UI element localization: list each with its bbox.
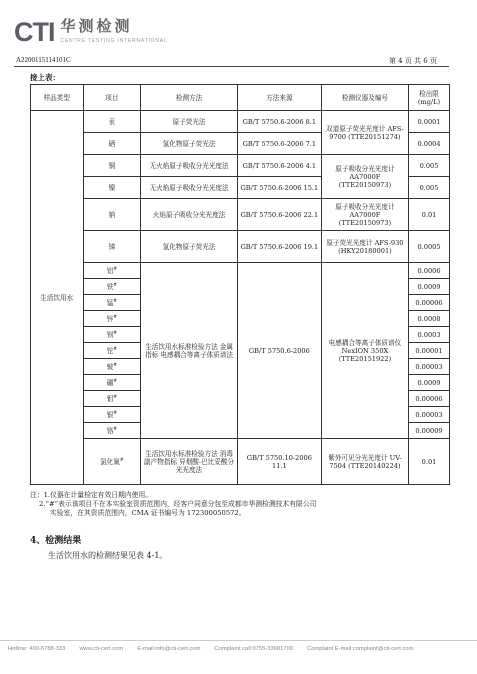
header-item: 项目 xyxy=(83,85,141,111)
note-2-line-1: 2.“#”表示该项目不在本实验室资质范围内，经客户同意分包至成都市华测检测技术有限公司 xyxy=(39,500,317,508)
source-cell: GB/T 5750.6-2006 4.1 xyxy=(237,155,321,177)
table-continued-label: 接上表： xyxy=(30,73,60,82)
method-cell: 生活饮用水标准检验方法 消毒副产物指标 异烟酸-巴比妥酸分光光度法 xyxy=(141,439,238,485)
table-row xyxy=(31,439,450,485)
header-divider xyxy=(14,66,449,67)
instrument-cell: 原子荧光光度计 AFS-930 (HKY20180001) xyxy=(321,231,408,263)
footer-complaint-email: Complaint E-mail:complaint@cti-cert.com xyxy=(307,646,414,652)
limit-cell: 0.00003 xyxy=(409,407,450,423)
source-cell: GB/T 5750.6-2006 8.1 xyxy=(237,111,321,133)
item-cell: 钠 xyxy=(83,199,141,231)
limit-cell: 0.01 xyxy=(409,439,450,485)
method-cell: 无火焰原子吸收分光光度法 xyxy=(141,177,238,199)
limit-cell: 0.01 xyxy=(409,199,450,231)
section-title: 4、检测结果 xyxy=(30,536,82,546)
header-instrument: 检测仪器及编号 xyxy=(321,85,408,111)
limit-cell: 0.00006 xyxy=(409,295,450,311)
table-notes xyxy=(30,491,450,518)
item-cell: 锌# xyxy=(83,311,141,327)
method-cell: 氢化物原子荧光法 xyxy=(141,133,238,155)
limit-cell: 0.0001 xyxy=(409,111,450,133)
logo-cti-mark: CTI xyxy=(14,17,55,47)
table-header-row xyxy=(31,85,450,111)
item-cell: 氯化氰# xyxy=(83,439,141,485)
logo-english-name: CENTRE TESTING INTERNATIONAL xyxy=(60,38,168,44)
logo-chinese-name: 华测检测 xyxy=(60,17,133,35)
header-sample-type: 样品类型 xyxy=(31,85,84,111)
instrument-cell: 电感耦合等离子体质谱仪 NexION 350X (TTE20151922) xyxy=(321,263,408,439)
item-cell: 铝# xyxy=(83,263,141,279)
limit-cell: 0.0009 xyxy=(409,375,450,391)
header-method: 检测方法 xyxy=(141,85,238,111)
header-source: 方法来源 xyxy=(237,85,321,111)
table-row xyxy=(31,199,450,231)
item-cell: 铁# xyxy=(83,279,141,295)
limit-cell: 0.0006 xyxy=(409,263,450,279)
footer-website: www.cti-cert.com xyxy=(79,646,124,652)
footer-divider xyxy=(0,640,477,641)
table-row xyxy=(31,155,450,177)
note-2-line-2: 实验室，在其资质范围内，CMA 证书编号为 172300050572。 xyxy=(50,509,246,517)
source-cell: GB/T 5750.6-2006 19.1 xyxy=(237,231,321,263)
limit-cell: 0.0003 xyxy=(409,327,450,343)
table-row xyxy=(31,111,450,133)
instrument-cell: 紫外可见分光光度计 UV-7504 (TTE20140224) xyxy=(321,439,408,485)
item-cell: 铬# xyxy=(83,423,141,439)
limit-cell: 0.0005 xyxy=(409,231,450,263)
source-cell: GB/T 5750.6-2006 7.1 xyxy=(237,133,321,155)
instrument-cell: 原子吸收分光光度计 AA7000F (TTE20150973) xyxy=(321,199,408,231)
item-cell: 锰# xyxy=(83,295,141,311)
test-methods-table xyxy=(30,84,450,485)
method-cell: 氢化物原子荧光法 xyxy=(141,231,238,263)
sample-type-cell: 生活饮用水 xyxy=(31,111,84,485)
item-cell: 汞 xyxy=(83,111,141,133)
limit-cell: 0.00006 xyxy=(409,391,450,407)
source-cell: GB/T 5750.10-2006 11.1 xyxy=(237,439,321,485)
footer-email: E-mail:info@cti-cert.com xyxy=(137,646,201,652)
footer-hotline: Hotline: 400-6788-333 xyxy=(8,646,66,652)
footer-complaint-call: Complaint call:0755-33681700 xyxy=(214,646,294,652)
source-cell: GB/T 5750.6-2006 15.1 xyxy=(237,177,321,199)
limit-cell: 0.0008 xyxy=(409,311,450,327)
limit-cell: 0.005 xyxy=(409,155,450,177)
item-cell: 硒 xyxy=(83,133,141,155)
item-cell: 钼# xyxy=(83,391,141,407)
limit-cell: 0.005 xyxy=(409,177,450,199)
limit-cell: 0.00009 xyxy=(409,423,450,439)
method-cell: 无火焰原子吸收分光光度法 xyxy=(141,155,238,177)
table-row xyxy=(31,263,450,279)
item-cell: 银# xyxy=(83,407,141,423)
limit-cell: 0.00003 xyxy=(409,359,450,375)
section-text: 生活饮用水的检测结果见表 4-1。 xyxy=(48,551,168,560)
company-logo xyxy=(14,18,167,46)
item-cell: 锑 xyxy=(83,231,141,263)
item-cell: 铊# xyxy=(83,343,141,359)
page-number: 第 4 页 共 6 页 xyxy=(388,57,437,65)
header-detection-limit: 检出限(mg/L) xyxy=(409,85,450,111)
item-cell: 硼# xyxy=(83,375,141,391)
source-cell: GB/T 5750.6-2006 xyxy=(237,263,321,439)
method-cell: 原子荧光法 xyxy=(141,111,238,133)
report-number: A2200115114101C xyxy=(16,56,71,64)
table-row xyxy=(31,231,450,263)
item-cell: 铍# xyxy=(83,359,141,375)
method-cell: 生活饮用水标准检验方法 金属指标 电感耦合等离子体质谱法 xyxy=(141,263,238,439)
source-cell: GB/T 5750.6-2006 22.1 xyxy=(237,199,321,231)
instrument-cell: 双道原子荧光光度计 AFS-9700 (TTE20151274) xyxy=(321,111,408,155)
limit-cell: 0.0009 xyxy=(409,279,450,295)
item-cell: 镍 xyxy=(83,177,141,199)
item-cell: 钡# xyxy=(83,327,141,343)
limit-cell: 0.00001 xyxy=(409,343,450,359)
instrument-cell: 原子吸收分光光度计 AA7000F (TTE20150973) xyxy=(321,155,408,199)
limit-cell: 0.0004 xyxy=(409,133,450,155)
note-1: 注：1.仪器在计量检定有效日期内使用。 xyxy=(30,491,153,499)
method-cell: 火焰原子吸收分光光度法 xyxy=(141,199,238,231)
page-footer xyxy=(8,646,413,652)
item-cell: 铜 xyxy=(83,155,141,177)
